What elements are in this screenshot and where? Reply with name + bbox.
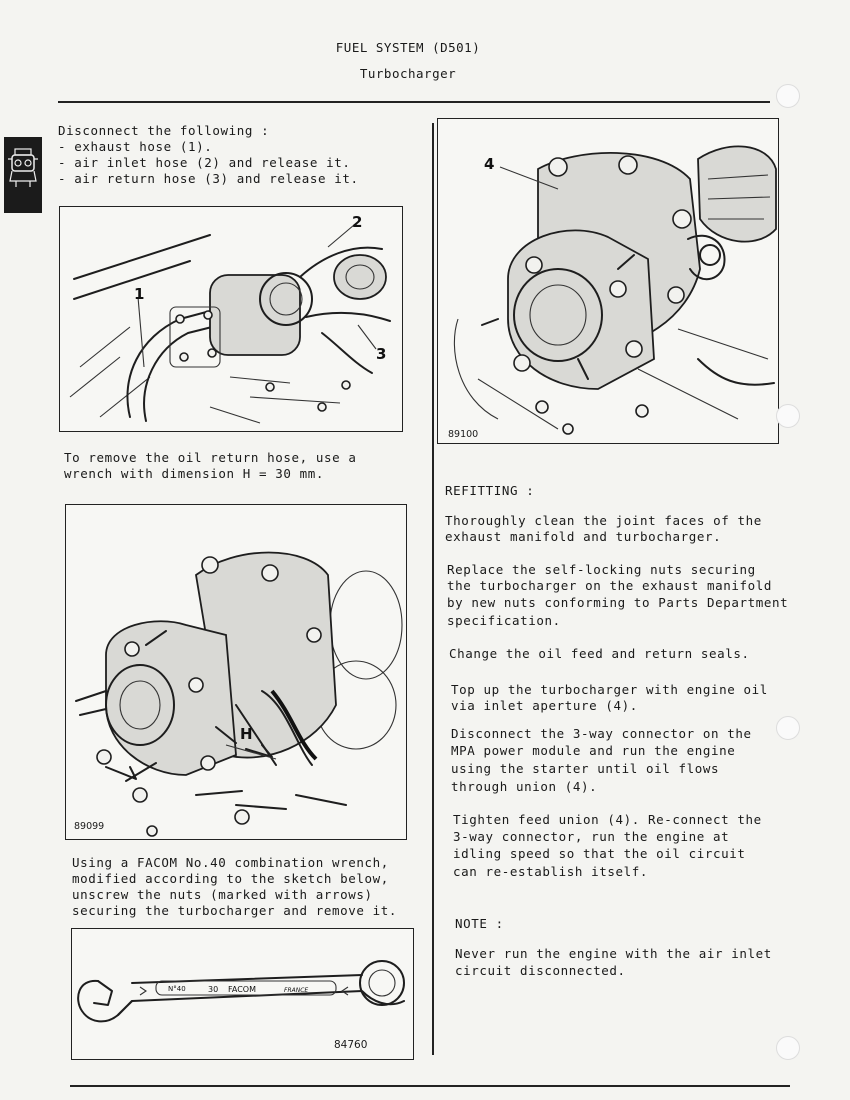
refit-para-5-line: using the starter until oil flows xyxy=(451,761,720,776)
facom-text-line: securing the turbocharger and remove it. xyxy=(72,903,398,918)
column-divider xyxy=(432,123,434,1055)
refit-para-6-line: idling speed so that the oil circuit xyxy=(453,846,746,861)
intro-item: - exhaust hose (1). xyxy=(58,139,213,154)
binder-hole xyxy=(776,404,800,428)
callout-4: 4 xyxy=(484,155,495,173)
facom-text-line: Using a FACOM No.40 combination wrench, xyxy=(72,855,389,870)
header-rule xyxy=(58,101,770,103)
wrench-engraving-size: N°40 xyxy=(168,985,186,993)
intro-heading: Disconnect the following : xyxy=(58,123,270,138)
note-line: circuit disconnected. xyxy=(455,963,626,978)
figure-wrench xyxy=(71,928,414,1060)
callout-1: 1 xyxy=(134,285,145,303)
figure-nuts xyxy=(65,504,407,840)
callout-2: 2 xyxy=(352,213,363,231)
refit-para-3-line: Change the oil feed and return seals. xyxy=(449,646,750,661)
refit-para-4-line: via inlet aperture (4). xyxy=(451,698,638,713)
refit-para-6-line: can re-establish itself. xyxy=(453,864,649,879)
figure-number: 84760 xyxy=(334,1039,368,1051)
facom-text-line: modified according to the sketch below, xyxy=(72,871,389,886)
refit-para-2-line: Replace the self-locking nuts securing xyxy=(447,562,756,577)
refit-para-2-line: specification. xyxy=(447,613,561,628)
note-line: Never run the engine with the air inlet xyxy=(455,946,772,961)
turbo-hoses-illustration xyxy=(60,207,402,431)
turbo-nuts-illustration xyxy=(66,505,406,839)
figure-hoses xyxy=(59,206,403,432)
turbo-union-illustration xyxy=(438,119,778,443)
refit-para-5-line: through union (4). xyxy=(451,779,598,794)
refit-para-4-line: Top up the turbocharger with engine oil xyxy=(451,682,768,697)
binder-hole xyxy=(776,1036,800,1060)
figure-number: 89100 xyxy=(448,429,479,440)
refit-para-6-line: 3-way connector, run the engine at xyxy=(453,829,730,844)
refit-para-2-line: the turbocharger on the exhaust manifold xyxy=(447,578,773,593)
refit-para-1-line: exhaust manifold and turbocharger. xyxy=(445,529,722,544)
section-subtitle: Turbocharger xyxy=(359,66,457,81)
callout-h: H xyxy=(240,725,253,743)
refit-para-2-line: by new nuts conforming to Parts Department xyxy=(447,595,789,610)
facom-text-line: unscrew the nuts (marked with arrows) xyxy=(72,887,373,902)
engine-icon xyxy=(4,137,42,213)
intro-item: - air inlet hose (2) and release it. xyxy=(58,155,351,170)
binder-hole xyxy=(776,84,800,108)
binder-hole xyxy=(776,716,800,740)
refit-para-6-line: Tighten feed union (4). Re-connect the xyxy=(453,812,762,827)
figure-number: 89099 xyxy=(74,821,105,832)
refit-para-1-line: Thoroughly clean the joint faces of the xyxy=(445,513,762,528)
refitting-heading: REFITTING : xyxy=(445,483,535,498)
side-tab xyxy=(4,137,42,213)
oil-hose-text-line: wrench with dimension H = 30 mm. xyxy=(64,466,325,481)
oil-hose-text-line: To remove the oil return hose, use a xyxy=(64,450,357,465)
refit-para-5-line: MPA power module and run the engine xyxy=(451,743,736,758)
refit-para-5-line: Disconnect the 3-way connector on the xyxy=(451,726,752,741)
figure-union xyxy=(437,118,779,444)
footer-rule xyxy=(70,1085,790,1087)
note-heading: NOTE : xyxy=(455,916,504,931)
wrench-engraving-30: 30 xyxy=(208,985,219,994)
wrench-engraving-brand: FACOM xyxy=(228,985,256,994)
callout-3: 3 xyxy=(376,345,387,363)
wrench-engraving-country: FRANCE xyxy=(284,987,309,994)
section-title: FUEL SYSTEM (D501) xyxy=(335,40,481,55)
intro-item: - air return hose (3) and release it. xyxy=(58,171,359,186)
